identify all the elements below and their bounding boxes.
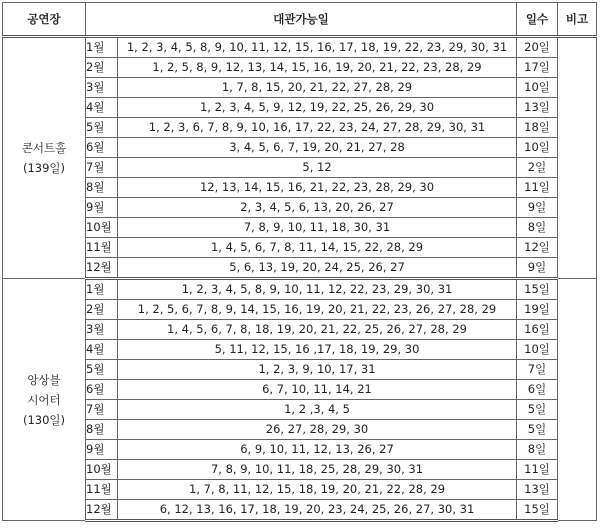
note-cell [558, 279, 597, 521]
header-days: 일수 [517, 3, 558, 37]
table-row [3, 440, 597, 460]
month-cell: 1월 [86, 279, 118, 300]
day-count-cell: 7일 [517, 360, 558, 380]
header-dates: 대관가능일 [86, 3, 517, 37]
venue-name-cell [3, 279, 86, 521]
table-row [3, 279, 597, 300]
header-venue: 공연장 [3, 3, 86, 37]
venue-name-cell [3, 37, 86, 279]
month-cell: 11월 [86, 480, 118, 500]
table-row [3, 178, 597, 198]
month-cell: 3월 [86, 78, 118, 98]
month-cell: 2월 [86, 300, 118, 320]
table-row [3, 258, 597, 279]
month-cell: 11월 [86, 238, 118, 258]
available-dates-cell: 5, 12 [118, 158, 517, 178]
header-row [3, 3, 597, 37]
day-count-cell: 10일 [517, 78, 558, 98]
day-count-cell: 11일 [517, 460, 558, 480]
available-dates-cell: 1, 2, 5, 6, 7, 8, 9, 14, 15, 16, 19, 20, 21, 22, 23, 26, 27, 28, 29 [118, 300, 517, 320]
day-count-cell: 18일 [517, 118, 558, 138]
available-dates-cell: 1, 4, 5, 6, 7, 8, 11, 14, 15, 22, 28, 29 [118, 238, 517, 258]
day-count-cell: 13일 [517, 98, 558, 118]
available-dates-cell: 6, 9, 10, 11, 12, 13, 26, 27 [118, 440, 517, 460]
available-dates-cell: 1, 2, 3, 4, 5, 9, 12, 19, 22, 25, 26, 29, 30 [118, 98, 517, 118]
table-row [3, 380, 597, 400]
day-count-cell: 20일 [517, 37, 558, 58]
month-cell: 12월 [86, 258, 118, 279]
month-cell: 3월 [86, 320, 118, 340]
available-dates-cell: 12, 13, 14, 15, 16, 21, 22, 23, 28, 29, 30 [118, 178, 517, 198]
table-row [3, 500, 597, 521]
table-row [3, 37, 597, 58]
day-count-cell: 11일 [517, 178, 558, 198]
table-row [3, 58, 597, 78]
month-cell: 1월 [86, 37, 118, 58]
table-row [3, 360, 597, 380]
day-count-cell: 5일 [517, 400, 558, 420]
day-count-cell: 10일 [517, 340, 558, 360]
available-dates-cell: 1, 7, 8, 15, 20, 21, 22, 27, 28, 29 [118, 78, 517, 98]
month-cell: 9월 [86, 440, 118, 460]
header-note: 비고 [558, 3, 597, 37]
day-count-cell: 8일 [517, 218, 558, 238]
day-count-cell: 12일 [517, 238, 558, 258]
month-cell: 8월 [86, 178, 118, 198]
available-dates-cell: 1, 7, 8, 11, 12, 15, 18, 19, 20, 21, 22, 28, 29 [118, 480, 517, 500]
month-cell: 12월 [86, 500, 118, 521]
day-count-cell: 16일 [517, 320, 558, 340]
available-dates-cell: 1, 4, 5, 6, 7, 8, 18, 19, 20, 21, 22, 25, 26, 27, 28, 29 [118, 320, 517, 340]
available-dates-cell: 6, 12, 13, 16, 17, 18, 19, 20, 23, 24, 25, 26, 27, 30, 31 [118, 500, 517, 521]
available-dates-cell: 26, 27, 28, 29, 30 [118, 420, 517, 440]
available-dates-cell: 2, 3, 4, 5, 6, 13, 20, 26, 27 [118, 198, 517, 218]
available-dates-cell: 1, 2, 3, 4, 5, 8, 9, 10, 11, 12, 22, 23, 29, 30, 31 [118, 279, 517, 300]
available-dates-cell: 1, 2, 3, 4, 5, 8, 9, 10, 11, 12, 15, 16, 17, 18, 19, 22, 23, 29, 30, 31 [118, 37, 517, 58]
day-count-cell: 5일 [517, 420, 558, 440]
available-dates-cell: 7, 8, 9, 10, 11, 18, 30, 31 [118, 218, 517, 238]
available-dates-cell: 5, 6, 13, 19, 20, 24, 25, 26, 27 [118, 258, 517, 279]
table-row [3, 118, 597, 138]
month-cell: 2월 [86, 58, 118, 78]
table-row [3, 400, 597, 420]
month-cell: 7월 [86, 158, 118, 178]
table-row [3, 300, 597, 320]
table-row [3, 480, 597, 500]
venue-name-line: (130일) [22, 412, 66, 427]
day-count-cell: 10일 [517, 138, 558, 158]
month-cell: 5월 [86, 118, 118, 138]
day-count-cell: 9일 [517, 258, 558, 279]
day-count-cell: 2일 [517, 158, 558, 178]
venue-name-line: 앙상블 [27, 372, 61, 387]
available-dates-cell: 1, 2, 3, 6, 7, 8, 9, 10, 16, 17, 22, 23, 24, 27, 28, 29, 30, 31 [118, 118, 517, 138]
month-cell: 9월 [86, 198, 118, 218]
day-count-cell: 17일 [517, 58, 558, 78]
table-row [3, 460, 597, 480]
available-dates-cell: 6, 7, 10, 11, 14, 21 [118, 380, 517, 400]
month-cell: 8월 [86, 420, 118, 440]
rental-availability-table [2, 2, 597, 522]
day-count-cell: 15일 [517, 279, 558, 300]
table-row [3, 218, 597, 238]
available-dates-cell: 7, 8, 9, 10, 11, 18, 25, 28, 29, 30, 31 [118, 460, 517, 480]
note-cell [558, 37, 597, 279]
day-count-cell: 6일 [517, 380, 558, 400]
month-cell: 10월 [86, 460, 118, 480]
table-row [3, 138, 597, 158]
table-row [3, 420, 597, 440]
available-dates-cell: 1, 2, 5, 8, 9, 12, 13, 14, 15, 16, 19, 20, 21, 22, 23, 28, 29 [118, 58, 517, 78]
table-row [3, 98, 597, 118]
venue-name-line: (139일) [22, 161, 66, 175]
available-dates-cell: 1, 2, 3, 9, 10, 17, 31 [118, 360, 517, 380]
month-cell: 6월 [86, 138, 118, 158]
month-cell: 5월 [86, 360, 118, 380]
table-row [3, 78, 597, 98]
day-count-cell: 13일 [517, 480, 558, 500]
available-dates-cell: 5, 11, 12, 15, 16 ,17, 18, 19, 29, 30 [118, 340, 517, 360]
day-count-cell: 8일 [517, 440, 558, 460]
table-row [3, 198, 597, 218]
day-count-cell: 19일 [517, 300, 558, 320]
month-cell: 4월 [86, 340, 118, 360]
month-cell: 10월 [86, 218, 118, 238]
table-row [3, 158, 597, 178]
day-count-cell: 9일 [517, 198, 558, 218]
month-cell: 4월 [86, 98, 118, 118]
table-row [3, 340, 597, 360]
day-count-cell: 15일 [517, 500, 558, 521]
available-dates-cell: 3, 4, 5, 6, 7, 19, 20, 21, 27, 28 [118, 138, 517, 158]
table-body [3, 37, 597, 521]
table-row [3, 238, 597, 258]
available-dates-cell: 1, 2 ,3, 4, 5 [118, 400, 517, 420]
month-cell: 7월 [86, 400, 118, 420]
venue-name-line: 콘서트홀 [21, 141, 67, 155]
venue-name-line: 시어터 [27, 392, 61, 407]
table-row [3, 320, 597, 340]
month-cell: 6월 [86, 380, 118, 400]
